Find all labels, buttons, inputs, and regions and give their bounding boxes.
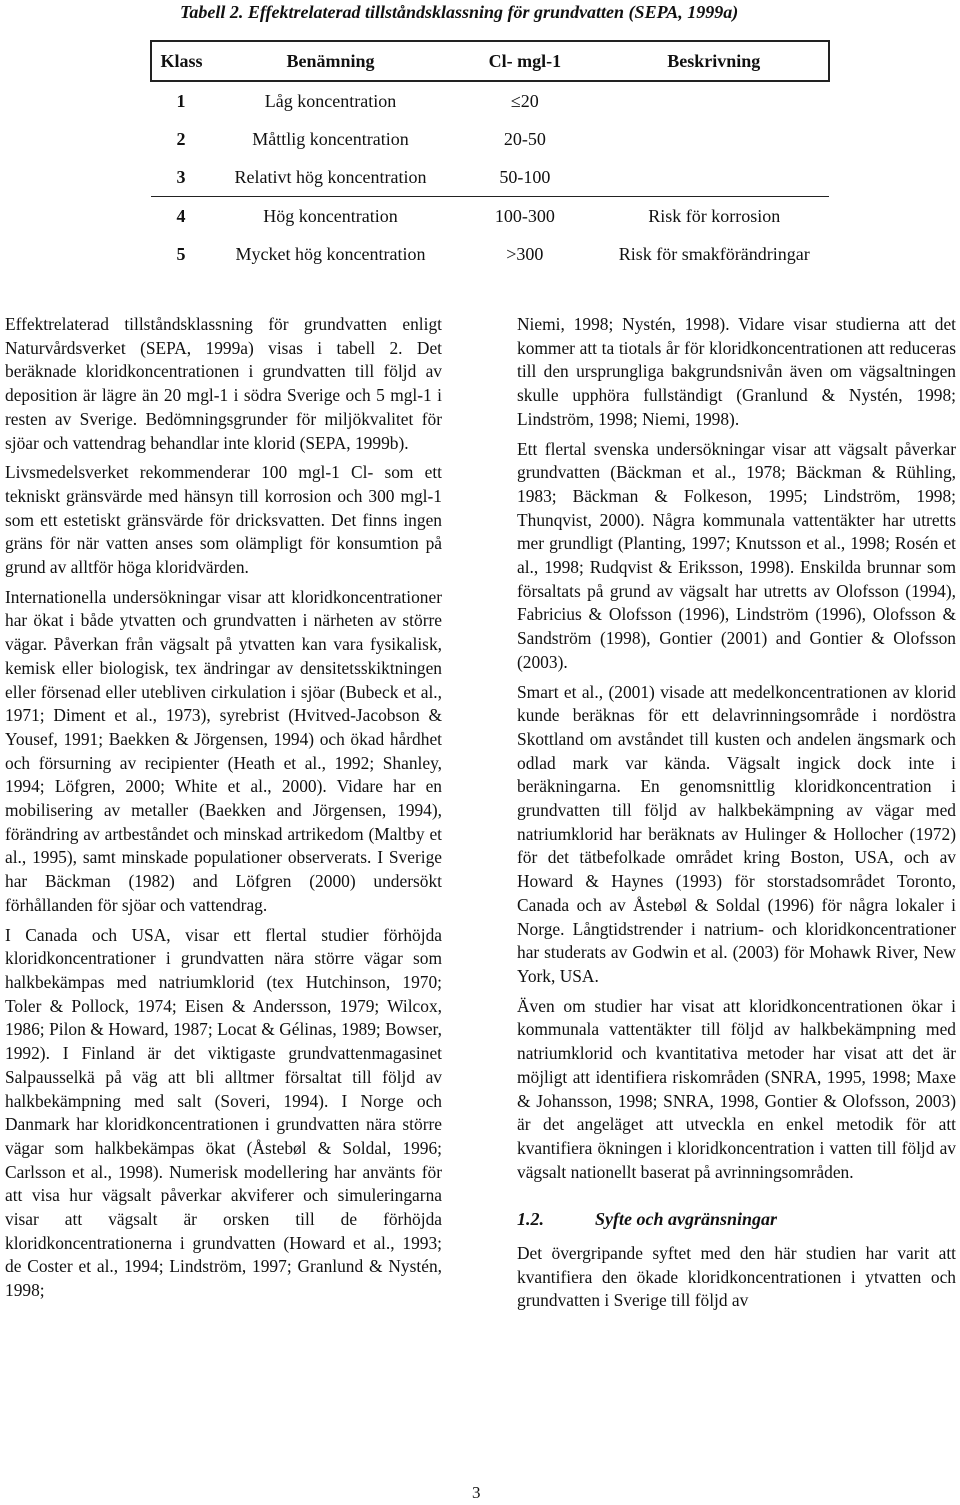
cell-chloride: ≤20 [510,90,539,111]
cell-klass: 2 [176,128,186,149]
table-row [151,197,829,236]
cell-benamning: Hög koncentration [263,205,398,226]
table-caption: Tabell 2. Effektrelaterad tillståndsklassning för grundvatten (SEPA, 1999a) [180,2,739,22]
cell-klass: 5 [176,243,186,264]
cell-benamning: Mycket hög koncentration [235,243,426,264]
table-header-row [151,41,829,81]
paragraph: Niemi, 1998; Nystén, 1998). Vidare visar studierna att det kommer att ta tiotals år för kloridkoncentrationen att reduceras till den ursprungliga bakgrundsnivån även om vägsaltningen skulle upphöra fullständigt (Granlund & Nystén, 1998; Lindström, 1998; Niemi, 1998). [517,314,956,429]
page-number: 3 [472,1483,481,1502]
cell-chloride: >300 [506,243,544,264]
cell-klass: 3 [151,158,211,197]
paragraph: Även om studier har visat att kloridkoncentrationen ökar i kommunala vattentäkter till följd av halkbekämpning med natriumklorid och kvantitativa metoder har visat att det är möjligt att identifiera riskområden (SNRA, 1995, 1998; Maxe & Johansson, 1998; SNRA, 1998, Gontier & Olofsson, 2003) är det angeläget att utveckla en enkel metodik för att kvantifiera ökningen i kloridkoncentration i vatten till följd av vägsalt nationellt baserat på avrinningsområden. [517,995,956,1182]
table-row [151,81,829,120]
paragraph: Smart et al., (2001) visade att medelkoncentrationen av klorid kunde beräknas för ett delavrinningsområde i nordöstra Skottland om avståndet till kusten och andelen ängsmark och odlad mark var kända. Vägsalt ingick dock inte i beräkningarna. En genomsnittlig kloridkoncentration i grundvatten till följd av halkbekämpning av vägar med natriumklorid har beräknats av Hulinger & Hollocher (1972) för det tätbefolkade området kring Boston, USA, och av Howard & Haynes (1993) för storstadsområdet Toronto, Canada och av Åstebøl & Soldal (1996) för några lokaler i Norge. Långtidstrender i natrium- och kloridkoncentrationer har studerats av Godwin et al. (2003) för Mohawk River, New York, USA. [517,681,956,986]
cell-benamning: Relativt hög koncentration [211,158,450,197]
paragraph: Livsmedelsverket rekommenderar 100 mgl-1 Cl- som ett tekniskt gränsvärde med hänsyn till korrosion och 300 mgl-1 som ett estetiskt gränsvärde för dricksvatten. Det finns ingen gräns för när vatten anses som olämpligt för konsumtion på grund av alltför höga kloridvärden. [5,462,442,578]
section-title: Syfte och avgränsningar [595,1209,778,1230]
paragraph: Internationella undersökningar visar att kloridkoncentrationer har ökat i både ytvatten och grundvatten i närheten av större vägar. Påverkan från vägsalt på ytvatten kan vara fysikalisk, kemisk eller biologisk, tex ändringar av densitetsskiktningen eller försenad eller utebliven cirkulation i sjöar (Bubeck et al., 1971; Diment et al., 1973), syrebrist (Hvitved-Jacobson & Yousef, 1991; Baekken & Jörgensen, 1994) och ökad hårdhet och försurning av recipienter (Heath et al., 1992; Shanley, 1994; Löfgren, 2000; White et al., 2000). Vidare har en mobilisering av metaller (Baekken and Jörgensen, 1994), förändring av artbeståndet och minskad artrikedom (Maltby et al., 1995), samt minskade populationer observerats. I Sverige har Bäckman (1982) and Löfgren (2000) undersökt förhållanden för sjöar och vattendrag. [5,586,442,915]
cell-beskrivning: Risk för smakförändringar [618,243,810,264]
right-column [517,313,956,1319]
cell-beskrivning [600,158,829,197]
header-benamning: Benämning [211,41,450,81]
cell-benamning: Måttlig koncentration [252,128,409,149]
classification-table [150,40,830,273]
table-row [151,158,829,197]
cell-klass: 4 [176,205,186,226]
paragraph: Effektrelaterad tillståndsklassning för grundvatten enligt Naturvårdsverket (SEPA, 1999a) visas i tabell 2. Det beräknade kloridkoncentrationen i grundvatten till följd av deposition är lägre än 20 mgl-1 i södra Sverige och 5 mgl-1 i resten av Sverige. Bedömningsgrunder för miljökvalitet för sjöar och vattendrag behandlar inte klorid (SEPA, 1999b). [5,314,442,453]
header-beskrivning: Beskrivning [600,41,829,81]
cell-chloride: 20-50 [503,128,546,149]
left-column [5,313,442,1309]
cell-beskrivning [600,81,829,120]
cell-chloride: 100-300 [494,205,555,226]
paragraph: Det övergripande syftet med den här studien har varit att kvantifiera den ökade kloridkoncentrationen i ytvatten och grundvatten i Sverige till följd av [517,1243,956,1311]
paragraph: Ett flertal svenska undersökningar visar att vägsalt påverkar grundvatten (Bäckman et al., 1978; Bäckman & Rühling, 1983; Bäckman & Folkeson, 1995; Lindström, 1998; Thunqvist, 2000). Några kommunala vattentäkter har utretts mer grundligt (Planting, 1997; Knutsson et al., 1998; Rosén et al., 1998; Rudqvist & Eriksson, 1998). Enskilda brunnar som försaltats på grund av vägsalt har utretts av Olofsson (1994), Fabricius & Olofsson (1996), Lindström (1996), Olofsson & Sandström (1998), Gontier (2001) and Gontier & Olofsson (2003). [517,438,956,672]
table-row [151,235,829,273]
cell-benamning: Låg koncentration [264,90,397,111]
paragraph: I Canada och USA, visar ett flertal studier förhöjda kloridkoncentrationer i grundvatten nära större vägar som halkbekämpas med natriumklorid (tex Hutchinson, 1970; Toler & Pollock, 1974; Eisen & Andersson, 1979; Wilcox, 1986; Pilon & Howard, 1987; Locat & Gélinas, 1989; Bowser, 1992). I Finland är det viktigaste grundvattenmagasinet Salpausselkä på väg att bli alltmer försaltat till följd av halkbekämpning med salt (Soveri, 1994). I Norge och Danmark har kloridkoncentrationen i grundvatten nära större vägar som halkbekämpas ökat (Åstebøl & Soldal, 1996; Carlsson et al., 1998). Numerisk modellering har använts för att visa hur vägsalt påverkar akviferer och simuleringarna visar att vägsalt är orsken till de förhöjda kloridkoncentrationerna i grundvatten (Howard et al., 1993; de Coster et al., 1994; Lindström, 1997; Granlund & Nystén, 1998; [5,924,442,1301]
table-row [151,120,829,158]
cell-chloride: 50-100 [450,158,599,197]
header-chloride: Cl- mgl-1 [450,41,599,81]
cell-beskrivning [600,120,829,158]
section-number: 1.2. [517,1209,544,1230]
cell-beskrivning: Risk för korrosion [648,205,781,226]
cell-klass: 1 [176,90,186,111]
section-heading [517,1208,956,1232]
header-klass: Klass [151,41,211,81]
